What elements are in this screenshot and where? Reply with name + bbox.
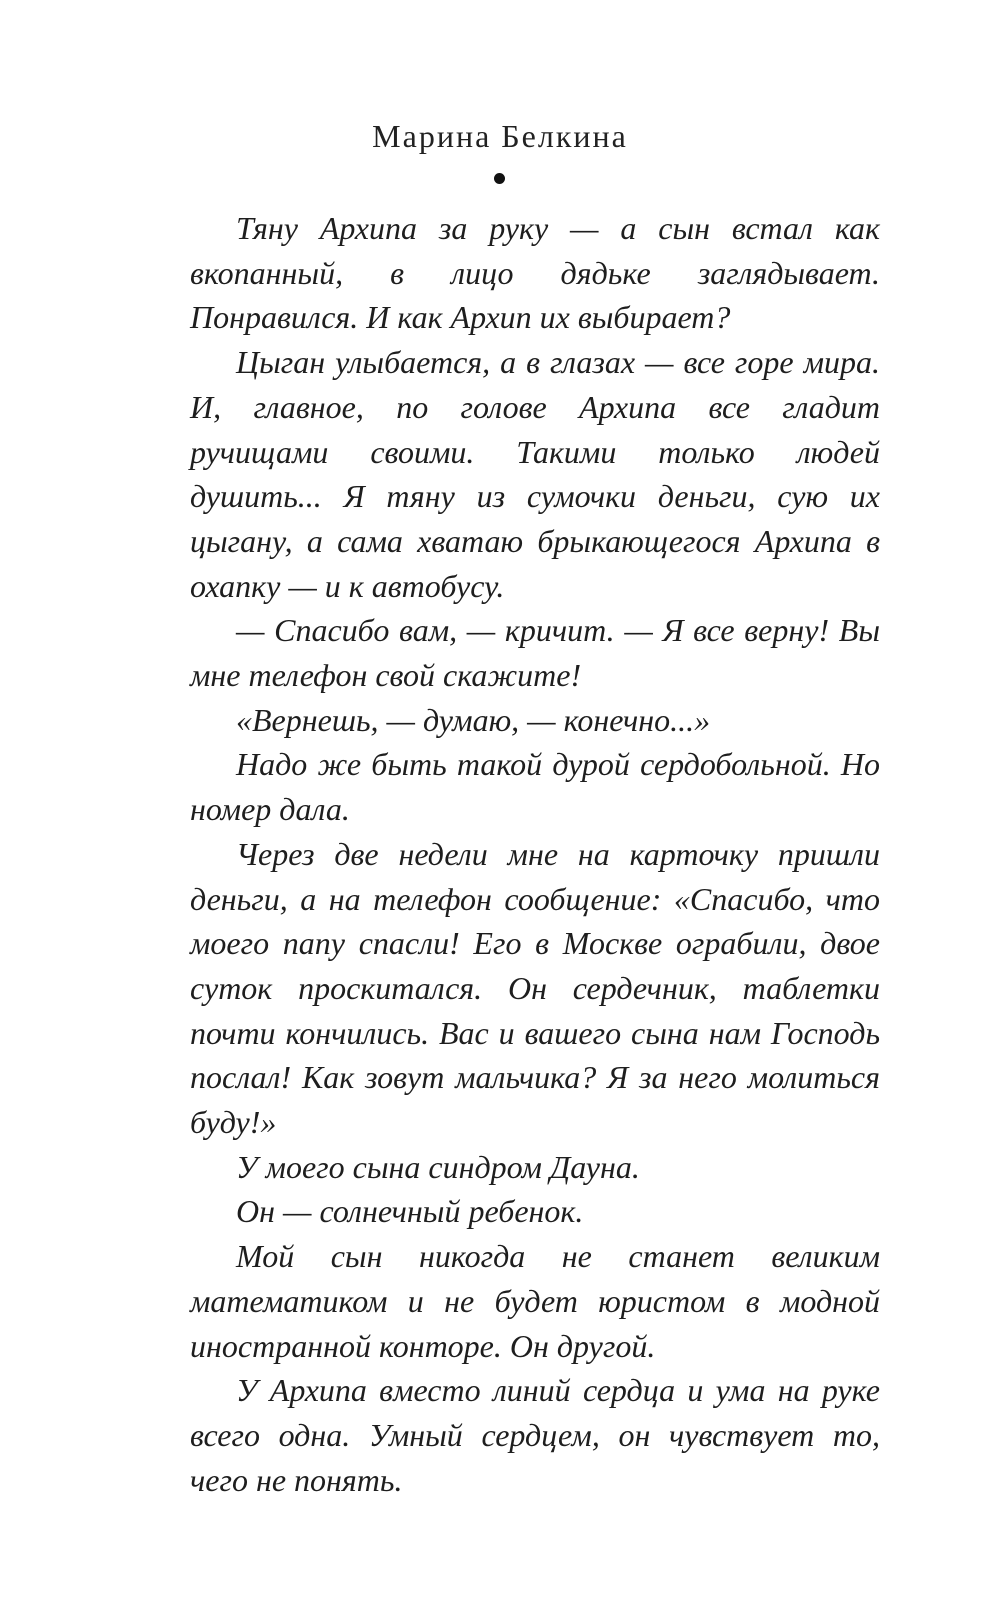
paragraph: Тяну Архипа за руку — а сын встал как вкопанный, в лицо дядьке заглядывает. Понравился. И как Архип их выбирает? bbox=[190, 210, 880, 336]
running-head-author: Марина Белкина bbox=[372, 118, 628, 154]
paragraph: Через две недели мне на карточку пришли деньги, а на телефон сообщение: «Спасибо, что моего папу спасли! Его в Москве ограбили, двое суток проскитался. Он сердечник, таблетки почти кончились. Вас и вашего сына нам Господь послал! Как зовут мальчика? Я за него молиться буду!» bbox=[190, 835, 880, 1141]
paragraph: — Спасибо вам, — кричит. — Я все верну! Вы мне телефон свой скажите! bbox=[190, 612, 880, 694]
paragraph: Надо же быть такой дурой сердобольной. Но номер дала. bbox=[190, 746, 880, 828]
paragraph: Цыган улыбается, а в глазах — все горе мира. И, главное, по голове Архипа все гладит ручищами своими. Такими только людей душить... Я тяну из сумочки деньги, сую их цыгану, а сама хватаю брыкающегося Архипа в охапку — и к автобусу. bbox=[190, 344, 880, 604]
paragraph: У моего сына синдром Дауна. bbox=[236, 1148, 640, 1185]
ornament-dot bbox=[494, 173, 505, 184]
paragraph: У Архипа вместо линий сердца и ума на руке всего одна. Умный сердцем, он чувствует то, чего не понять. bbox=[190, 1372, 880, 1498]
paragraph: «Вернешь, — думаю, — конечно...» bbox=[236, 701, 711, 738]
paragraph: Мой сын никогда не станет великим математиком и не будет юристом в модной иностранной конторе. Он другой. bbox=[190, 1238, 880, 1364]
paragraph: Он — солнечный ребенок. bbox=[236, 1193, 584, 1230]
body-text bbox=[190, 206, 880, 1502]
